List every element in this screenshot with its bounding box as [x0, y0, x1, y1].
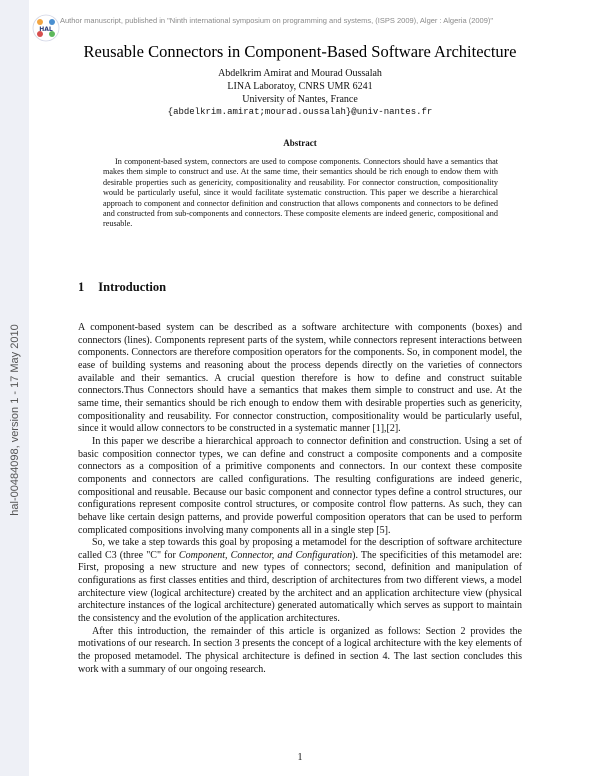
- side-strip: [0, 0, 29, 776]
- author-lab: LINA Laboratoy, CNRS UMR 6241: [227, 81, 373, 92]
- paragraph-4: After this introduction, the remainder of this article is organized as follows: Section 2 provides the motivations of our research. In section 3 presents the concept of a logical architecture with the key elements of the proposed metamodel. The physical architecture is defined in section 4. The last section concludes this work with a summary of our ongoing research.: [78, 625, 522, 675]
- page-number: 1: [297, 752, 303, 763]
- author-names: Abdelkrim Amirat and Mourad Oussalah: [218, 68, 382, 79]
- paragraph-3-emphasis: Component, Connector, and Configuration: [178, 549, 353, 561]
- paragraph-3-start: So, we take a step towards this goal by proposing a metamodel for the description of software architecture called C3 (three "C" for: [78, 537, 522, 561]
- section-heading: [78, 280, 166, 295]
- paragraph-1: A component-based system can be described as a software architecture with components (boxes) and connectors (lines). Components represent parts of the system, while connectors represent interactions between components. Connectors are therefore composition operators for the components. So, in component model, the ease of building systems and reasoning about the process depends directly on the varieties of connectors available and their semantics. A crucial question therefore is how to define and construct suitable connectors.Thus Connectors should have a semantics that makes them simple to construct and use. At the same time, their semantics should be rich enough to endow them with desirable properties such as genericity, compositionality and reusability. For connector construction, compositionality would be particularly useful, since it would allow connectors to be constructed in a systematic manner [1],[2].: [78, 322, 522, 435]
- section-number: 1: [78, 280, 85, 294]
- abstract-heading: Abstract: [283, 138, 317, 148]
- abstract-text: In component-based system, connectors are used to compose components. Connectors should have a semantics that makes them simple to construct and use. At the same time, their semantics should be rich enough to endow them with desirable properties such as genericity, compositionality and reusability. For connector construction, compositionality would be particularly useful, since it would facilitate systematic construction. This paper we describe a hierarchical approach to component and connector definition and construction that allows components and connectors to be defined and constructed from sub-components and connectors. These composite elements are indeed generic, compositional and reusable.: [103, 157, 498, 229]
- paragraph-2: In this paper we describe a hierarchical approach to connector definition and construction. Using a set of basic composition connector types, we can define and construct a composite components and a composite connectors as a composition of a primitive components and connectors. In our context these composite components and connectors are called configurations. The resulting configurations are indeed generic, compositional and reusable. Because our basic component and connector types define a control structures, our configurations represent composite control structures, or composite control flow patterns. As such, they can behave like certain design patterns, and provide powerful composition operators that can be used to perform complicated compositions involving many components all in a single step [5].: [78, 435, 522, 536]
- hal-logo-text: HAL: [39, 26, 53, 33]
- paragraph-3: [78, 537, 522, 626]
- paragraph-3-end: ). The specificities of this metamodel are: First, proposing a new structure and new types of connectors; second, definition and manipulation of configurations as first classes entities and third, description of architectures from two different views, a model architecture view (logical architecture) created by the architect and an application architecture view (physical architecture instances of the logical architecture) generated automatically which serves as support to maintain the consistency and the evolution of the application architectures.: [78, 549, 522, 625]
- author-block: [80, 67, 520, 119]
- section-title: Introduction: [98, 280, 167, 294]
- body-text: [78, 322, 522, 676]
- hal-identifier: hal-00484098, version 1 - 17 May 2010: [9, 324, 21, 516]
- hal-logo-icon: [31, 13, 61, 43]
- author-email: {abdelkrim.amirat;mourad.oussalah}@univ-nantes.fr: [167, 107, 433, 117]
- manuscript-note: Author manuscript, published in "Ninth international symposium on programming and systems, (ISPS 2009), Alger : Algeria (2009)": [60, 16, 494, 25]
- author-university: University of Nantes, France: [242, 94, 358, 105]
- paper-title: Reusable Connectors in Component-Based Software Architecture: [83, 42, 517, 61]
